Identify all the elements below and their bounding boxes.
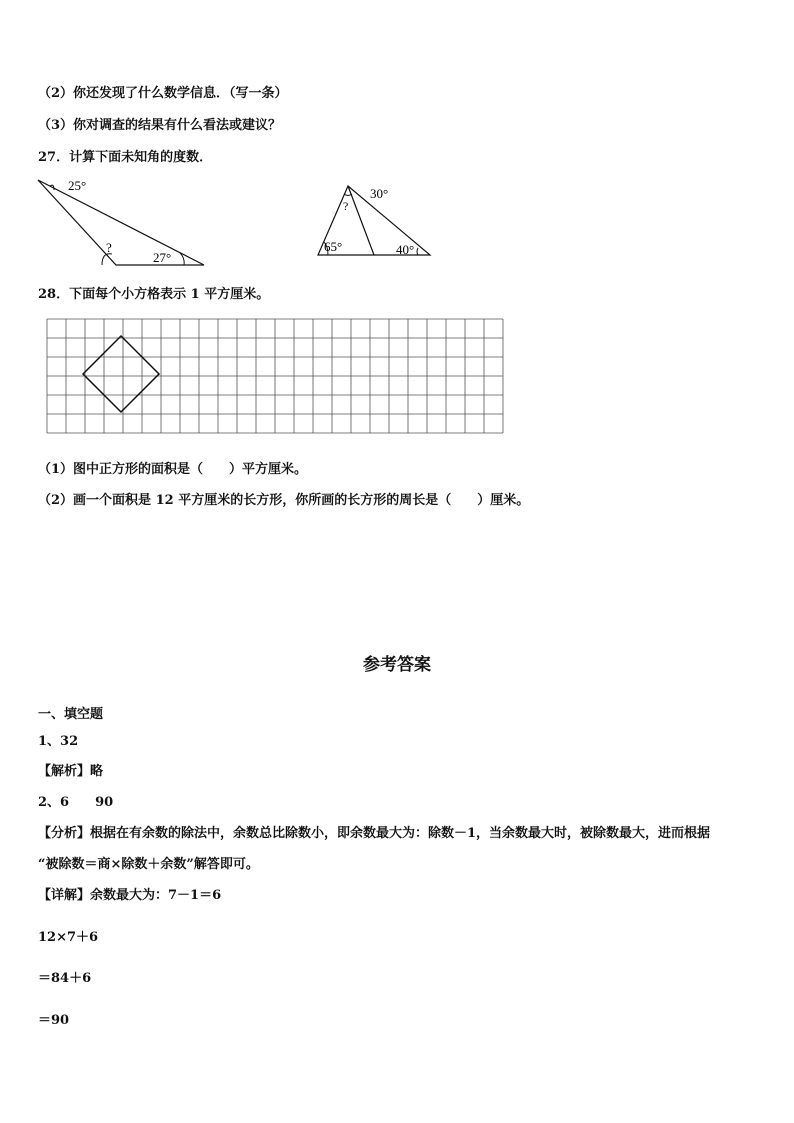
angle-label-top: 30°: [370, 186, 389, 201]
question-28: 28．下面每个小方格表示 1 平方厘米。: [38, 287, 270, 302]
angle-label-right: 40°: [396, 242, 415, 257]
answer-1-analysis: 【解析】略: [38, 764, 104, 779]
answer-2-analysis-line1: 【分析】根据在有余数的除法中，余数总比除数小，即余数最大为：除数－1，当余数最大时，被除数最大，进而根据: [38, 826, 711, 841]
square-grid: [45, 318, 505, 438]
question-28-2: （2）画一个面积是 12 平方厘米的长方形，你所画的长方形的周长是（ ）厘米。: [38, 493, 530, 508]
angle-label-unknown: ?: [343, 199, 349, 213]
angle-label-right: 27°: [153, 250, 172, 265]
answer-2-detail: 【详解】余数最大为：7－1＝6: [38, 888, 222, 903]
angle-label-left: 65°: [324, 239, 343, 254]
answer-2: 2、6 90: [38, 795, 114, 810]
calculation-step-3: ＝90: [38, 1013, 70, 1028]
angle-label-top: 25°: [68, 178, 87, 193]
tilted-square: [83, 336, 159, 412]
triangle-figure-1: [30, 170, 220, 270]
question-26-3: （3）你对调查的结果有什么看法或建议？: [38, 118, 282, 133]
question-26-2: （2）你还发现了什么数学信息．（写一条）: [38, 86, 288, 101]
answer-key-title: 参考答案: [363, 655, 431, 675]
question-28-1: （1）图中正方形的面积是（ ）平方厘米。: [38, 462, 308, 477]
answer-section-heading: 一、填空题: [38, 707, 104, 722]
angle-label-unknown: ?: [106, 240, 112, 255]
answer-1: 1、32: [38, 734, 79, 749]
calculation-step-2: ＝84＋6: [38, 971, 92, 986]
triangle-figure-2: [310, 180, 440, 260]
question-27: 27．计算下面未知角的度数．: [38, 150, 213, 165]
calculation-step-1: 12×7＋6: [38, 930, 99, 945]
answer-2-analysis-line2: “被除数＝商×除数＋余数”解答即可。: [38, 857, 259, 872]
